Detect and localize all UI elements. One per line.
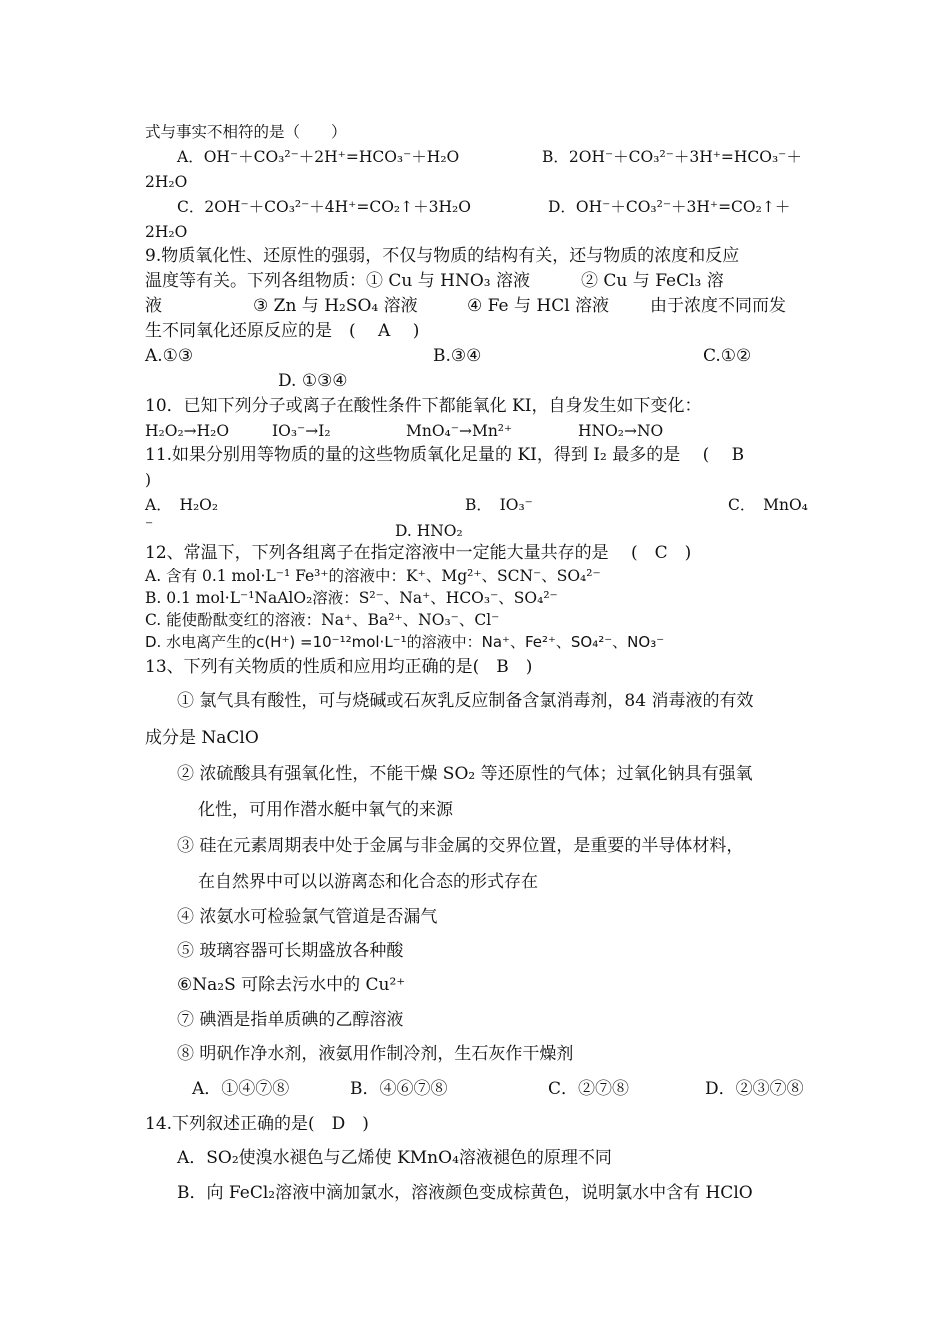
q12-option-a: A. 含有 0.1 mol·L⁻¹ Fe³⁺的溶液中：K⁺、Mg²⁺、SCN⁻、SO₄²⁻ <box>145 567 601 585</box>
q13-option-d: D．②③⑦⑧ <box>705 1079 804 1099</box>
q8-option-b-wrap: 2H₂O <box>145 173 188 191</box>
q13-item-2-wrap: 化性，可用作潜水艇中氧气的来源 <box>198 800 453 820</box>
q13-option-a: A．①④⑦⑧ <box>192 1079 290 1099</box>
q8-option-d: D．OH⁻＋CO₃²⁻＋3H⁺=CO₂↑＋ <box>548 198 791 216</box>
q11-option-c-wrap: ⁻ <box>145 517 154 535</box>
q11-option-c: C． MnO₄ <box>728 496 808 514</box>
q9-option-d: D. ①③④ <box>278 371 348 391</box>
q10-stem: 10．已知下列分子或离子在酸性条件下都能氧化 KI，自身发生如下变化： <box>145 396 702 416</box>
q12-stem: 12、常温下，下列各组离子在指定溶液中一定能大量共存的是 ( C ) <box>145 543 692 563</box>
q9-stem-line3-part-b: ③ Zn 与 H₂SO₄ 溶液 <box>253 296 418 316</box>
q13-item-8: ⑧ 明矾作净水剂，液氨用作制冷剂，生石灰作干燥剂 <box>177 1044 574 1064</box>
q9-stem-line3 <box>145 295 815 319</box>
q10-change-2: IO₃⁻→I₂ <box>272 422 331 440</box>
q14-option-b: B．向 FeCl₂溶液中滴加氯水，溶液颜色变成棕黄色，说明氯水中含有 HClO <box>177 1183 753 1203</box>
q10-change-1: H₂O₂→H₂O <box>145 422 230 440</box>
q8-option-d-wrap: 2H₂O <box>145 223 188 241</box>
q13-item-2: ② 浓硫酸具有强氧化性，不能干燥 SO₂ 等还原性的气体；过氧化钠具有强氧 <box>177 764 753 784</box>
q10-change-4: HNO₂→NO <box>578 422 664 440</box>
q9-option-b: B.③④ <box>433 346 482 366</box>
q14-option-a: A．SO₂使溴水褪色与乙烯使 KMnO₄溶液褪色的原理不同 <box>177 1148 612 1168</box>
q13-item-3-wrap: 在自然界中可以以游离态和化合态的形式存在 <box>198 872 538 892</box>
q12-option-d: D. 水电离产生的c(H⁺) =10⁻¹²mol·L⁻¹的溶液中：Na⁺、Fe²⁺、SO₄²⁻、NO₃⁻ <box>145 633 665 651</box>
q13-item-4: ④ 浓氨水可检验氯气管道是否漏气 <box>177 907 438 927</box>
q8-option-c: C．2OH⁻＋CO₃²⁻＋4H⁺=CO₂↑＋3H₂O <box>177 198 471 216</box>
q11-stem: 11.如果分别用等物质的量的这些物质氧化足量的 KI，得到 I₂ 最多的是 ( B <box>145 445 745 465</box>
q13-item-1-wrap: 成分是 NaClO <box>145 728 259 748</box>
q13-item-3: ③ 硅在元素周期表中处于金属与非金属的交界位置，是重要的半导体材料， <box>177 836 744 856</box>
q11-option-b: B． IO₃⁻ <box>465 496 533 514</box>
q9-stem-line4: 生不同氧化还原反应的是 ( A ) <box>145 321 420 341</box>
q13-item-6: ⑥Na₂S 可除去污水中的 Cu²⁺ <box>177 975 406 995</box>
q9-stem-line3-part-d: 由于浓度不同而发 <box>650 296 786 316</box>
q10-change-3: MnO₄⁻→Mn²⁺ <box>406 422 513 440</box>
q11-option-a: A． H₂O₂ <box>145 496 219 514</box>
q9-stem-line1: 9.物质氧化性、还原性的强弱，不仅与物质的结构有关，还与物质的浓度和反应 <box>145 246 740 266</box>
q12-option-b: B. 0.1 mol·L⁻¹NaAlO₂溶液：S²⁻、Na⁺、HCO₃⁻、SO₄²⁻ <box>145 589 558 607</box>
q14-stem: 14.下列叙述正确的是( D ) <box>145 1114 369 1134</box>
q9-stem-line2: 温度等有关。下列各组物质：① Cu 与 HNO₃ 溶液 ② Cu 与 FeCl₃ 溶 <box>145 271 724 291</box>
q11-option-d: D. HNO₂ <box>395 522 463 540</box>
q13-item-1: ① 氯气具有酸性，可与烧碱或石灰乳反应制备含氯消毒剂，84 消毒液的有效 <box>177 691 754 711</box>
q13-stem: 13、下列有关物质的性质和应用均正确的是( B ) <box>145 657 533 677</box>
q13-option-b: B．④⑥⑦⑧ <box>350 1079 448 1099</box>
q8-option-b: B．2OH⁻＋CO₃²⁻＋3H⁺=HCO₃⁻＋ <box>542 148 802 166</box>
q13-item-5: ⑤ 玻璃容器可长期盛放各种酸 <box>177 941 404 961</box>
q8-option-a: A．OH⁻＋CO₃²⁻＋2H⁺=HCO₃⁻＋H₂O <box>177 148 460 166</box>
q9-stem-line3-part-c: ④ Fe 与 HCl 溶液 <box>467 296 610 316</box>
q13-option-c: C．②⑦⑧ <box>548 1079 630 1099</box>
q9-option-c: C.①② <box>703 346 752 366</box>
q9-stem-line3-part-a: 液 <box>145 296 162 316</box>
q8-stem-tail: 式与事实不相符的是（ ） <box>145 123 347 141</box>
q12-option-c: C. 能使酚酞变红的溶液：Na⁺、Ba²⁺、NO₃⁻、Cl⁻ <box>145 611 500 629</box>
q11-stem-wrap: ) <box>145 471 152 489</box>
q13-item-7: ⑦ 碘酒是指单质碘的乙醇溶液 <box>177 1010 404 1030</box>
q9-option-a: A.①③ <box>145 346 194 366</box>
